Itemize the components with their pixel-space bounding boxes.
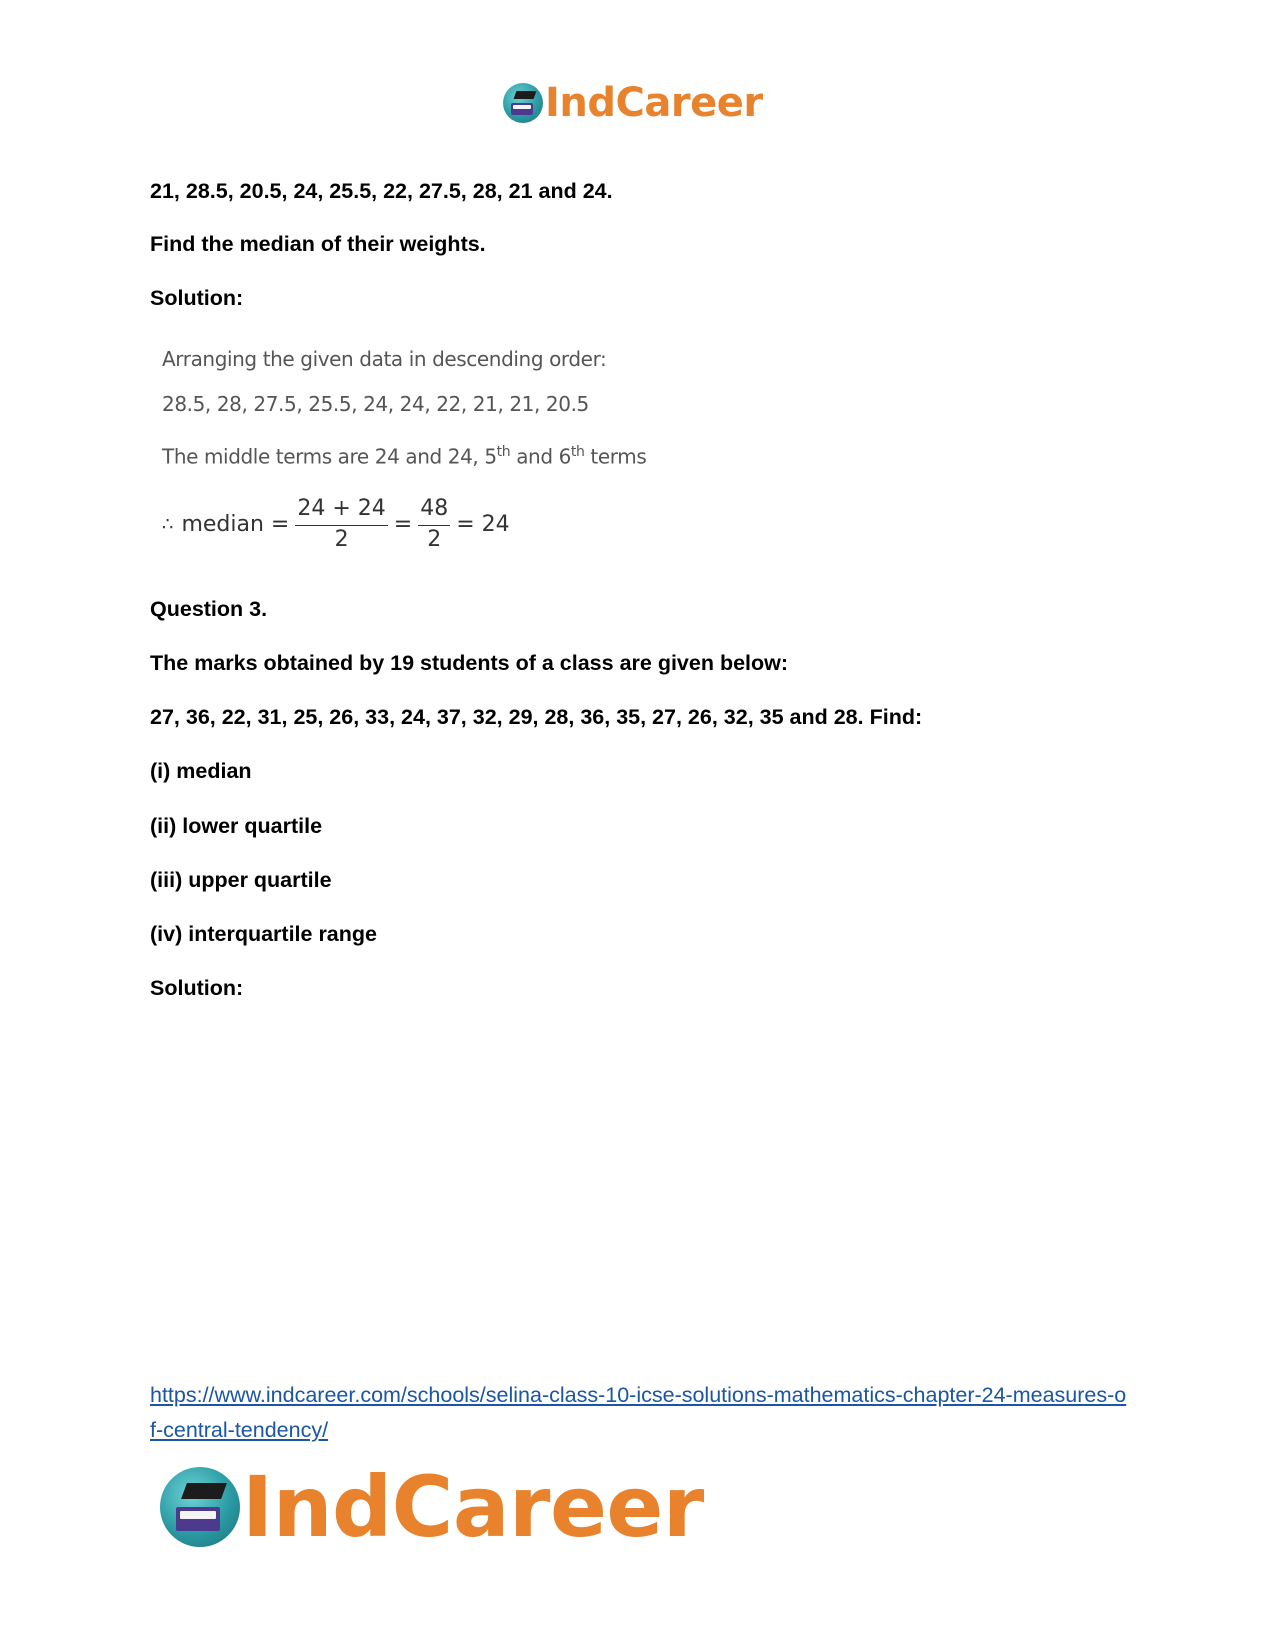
graduation-book-icon — [503, 83, 543, 123]
list-item: (iv) interquartile range — [150, 922, 377, 946]
solution-line-3: The middle terms are 24 and 24, 5th and 6th terms — [162, 444, 647, 469]
median-equation — [162, 492, 510, 556]
list-item: (iii) upper quartile — [150, 868, 332, 892]
fraction-denominator: 2 — [427, 526, 442, 552]
logo-text: IndCareer — [242, 1458, 704, 1556]
solution-label: Solution: — [150, 976, 244, 1000]
graduation-book-icon — [160, 1467, 240, 1547]
header-logo — [503, 80, 763, 126]
median-result: = 24 — [456, 511, 510, 537]
fraction-numerator: 24 + 24 — [295, 495, 387, 526]
question-data: 27, 36, 22, 31, 25, 26, 33, 24, 37, 32, 29, 28, 36, 35, 27, 26, 32, 35 and 28. Find: — [150, 705, 923, 729]
median-label: median = — [181, 511, 290, 537]
solution-label: Solution: — [150, 286, 244, 310]
question-title: Question 3. — [150, 597, 268, 621]
equals-sign: = — [393, 511, 413, 537]
source-link[interactable]: https://www.indcareer.com/schools/selina-class-10-icse-solutions-mathematics-chapter-24-measures-of-central-tendency/ — [150, 1383, 1127, 1442]
list-item: (i) median — [150, 759, 252, 783]
question-line: Find the median of their weights. — [150, 232, 486, 256]
solution-line-1: Arranging the given data in descending order: — [162, 347, 607, 371]
fraction-result — [418, 495, 450, 554]
question-text: The marks obtained by 19 students of a class are given below: — [150, 651, 789, 675]
logo-text: IndCareer — [545, 80, 763, 126]
fraction-sum — [295, 495, 387, 554]
footer-logo — [160, 1458, 704, 1556]
therefore-symbol: ∴ — [162, 513, 174, 535]
fraction-denominator: 2 — [334, 526, 349, 552]
list-item: (ii) lower quartile — [150, 814, 323, 838]
solution-line-2: 28.5, 28, 27.5, 25.5, 24, 24, 22, 21, 21, 20.5 — [162, 392, 589, 416]
data-line: 21, 28.5, 20.5, 24, 25.5, 22, 27.5, 28, 21 and 24. — [150, 179, 613, 203]
fraction-numerator: 48 — [418, 495, 450, 526]
